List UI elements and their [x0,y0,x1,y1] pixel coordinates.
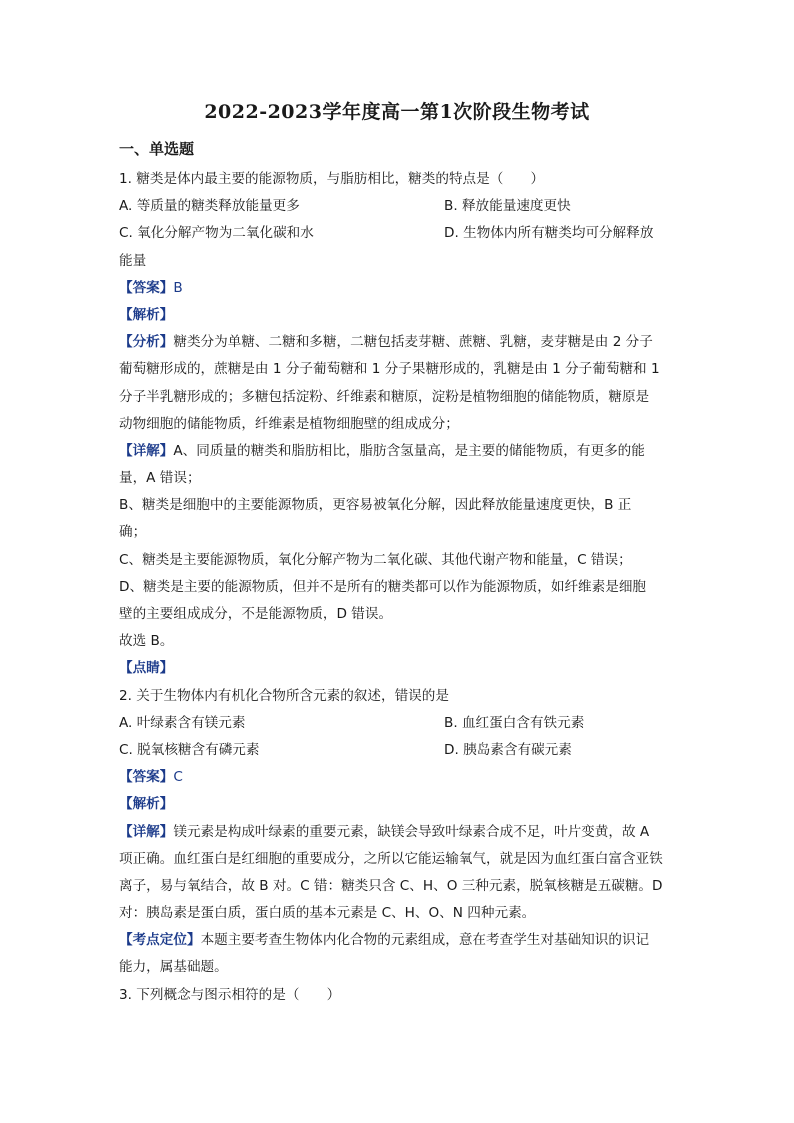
q1-xiangjie-line [119,438,679,465]
q1-stem: 1. 糖类是体内最主要的能源物质，与脂肪相比，糖类的特点是（ ） [119,171,545,187]
q1-fenxi-2: 葡萄糖形成的，蔗糖是由 1 分子葡萄糖和 1 分子果糖形成的，乳糖是由 1 分子葡萄糖和 1 [119,361,660,378]
q1-fenxi-4: 动物细胞的储能物质，纤维素是植物细胞壁的组成成分； [119,415,459,432]
q2-xj-2: 项正确。血红蛋白是红细胞的重要成分，之所以它能运输氧气，就是因为血红蛋白富含亚铁 [119,850,663,867]
q1-jiexi-tag [119,302,679,329]
section-heading: 一、单选题 [119,140,195,158]
q2-option-a: A. 叶绿素含有镁元素 [119,714,246,731]
q2-xj-3: 离子，易与氧结合，故 B 对。C 错：糖类只含 C、H、O 三种元素，脱氧核糖是五碳糖。D [119,877,663,894]
jiexi-tag: 【解析】 [119,796,174,813]
kaodian-tag: 【考点定位】 [119,932,201,949]
q2-option-b: B. 血红蛋白含有铁元素 [444,714,585,731]
q1-fenxi-3: 分子半乳糖形成的；多糖包括淀粉、纤维素和糖原，淀粉是植物细胞的储能物质，糖原是 [119,388,650,405]
q1-option-c: C. 氧化分解产物为二氧化碳和水 [119,225,314,242]
dianjing-tag: 【点睛】 [119,660,174,677]
q2-options-cd [119,737,679,764]
q2-xj-4: 对：胰岛素是蛋白质，蛋白质的基本元素是 C、H、O、N 四种元素。 [119,905,536,922]
fenxi-tag: 【分析】 [119,334,174,351]
q1-xj-1: A、同质量的糖类和脂肪相比，脂肪含氢量高，是主要的储能物质，有更多的能 [173,442,645,459]
q1-xj-5: C、糖类是主要能源物质，氧化分解产物为二氧化碳、其他代谢产物和能量，C 错误； [119,551,632,568]
q2-option-d: D. 胰岛素含有碳元素 [444,741,572,758]
q1-dianjing [119,655,679,682]
q1-xj-4: 确； [119,524,147,541]
q2-xj-1: 镁元素是构成叶绿素的重要元素，缺镁会导致叶绿素合成不足，叶片变黄，故 A [173,823,650,840]
question-content [119,166,679,1009]
xiangjie-tag: 【详解】 [119,823,174,840]
q2-stem: 2. 关于生物体内有机化合物所含元素的叙述，错误的是 [119,687,449,704]
q1-answer [119,275,679,302]
q1-xj-7: 壁的主要组成成分，不是能源物质，D 错误。 [119,606,393,622]
q1-xj-8: 故选 B。 [119,633,174,650]
q2-kd-1: 本题主要考查生物体内化合物的元素组成，意在考查学生对基础知识的识记 [200,932,650,949]
q2-answer [119,764,679,791]
q1-option-d-cont: 能量 [119,252,147,269]
q2-option-c: C. 脱氧核糖含有磷元素 [119,741,260,758]
q1-option-a: A. 等质量的糖类释放能量更多 [119,198,300,215]
q2-xiangjie-line [119,819,679,846]
answer-tag: 【答案】 [119,769,174,786]
q2-kaodian-line [119,927,679,954]
q1-fenxi-1: 糖类分为单糖、二糖和多糖，二糖包括麦芽糖、蔗糖、乳糖，麦芽糖是由 2 分子 [173,334,653,351]
q3-stem: 3. 下列概念与图示相符的是（ ） [119,986,341,1003]
answer-tag: 【答案】 [119,279,174,296]
q2-kd-2: 能力，属基础题。 [119,959,228,976]
q1-option-b: B. 释放能量速度更快 [444,198,571,215]
q1-option-d: D. 生物体内所有糖类均可分解释放 [444,225,654,242]
jiexi-tag: 【解析】 [119,306,174,323]
q1-xj-6: D、糖类是主要的能源物质，但并不是所有的糖类都可以作为能源物质，如纤维素是细胞 [119,578,647,595]
exam-title: 2022-2023学年度高一第1次阶段生物考试 [204,101,590,123]
q1-xj-2: 量，A 错误； [119,470,201,487]
q1-xj-3: B、糖类是细胞中的主要能源物质，更容易被氧化分解，因此释放能量速度更快，B 正 [119,497,632,514]
q1-options-cd [119,220,679,247]
q2-options-ab [119,710,679,737]
q1-answer-value: B [173,279,183,296]
q1-options-ab [119,193,679,220]
q2-jiexi-tag [119,791,679,818]
q2-answer-value: C [173,769,183,786]
xiangjie-tag: 【详解】 [119,442,174,459]
q1-fenxi-line [119,329,679,356]
